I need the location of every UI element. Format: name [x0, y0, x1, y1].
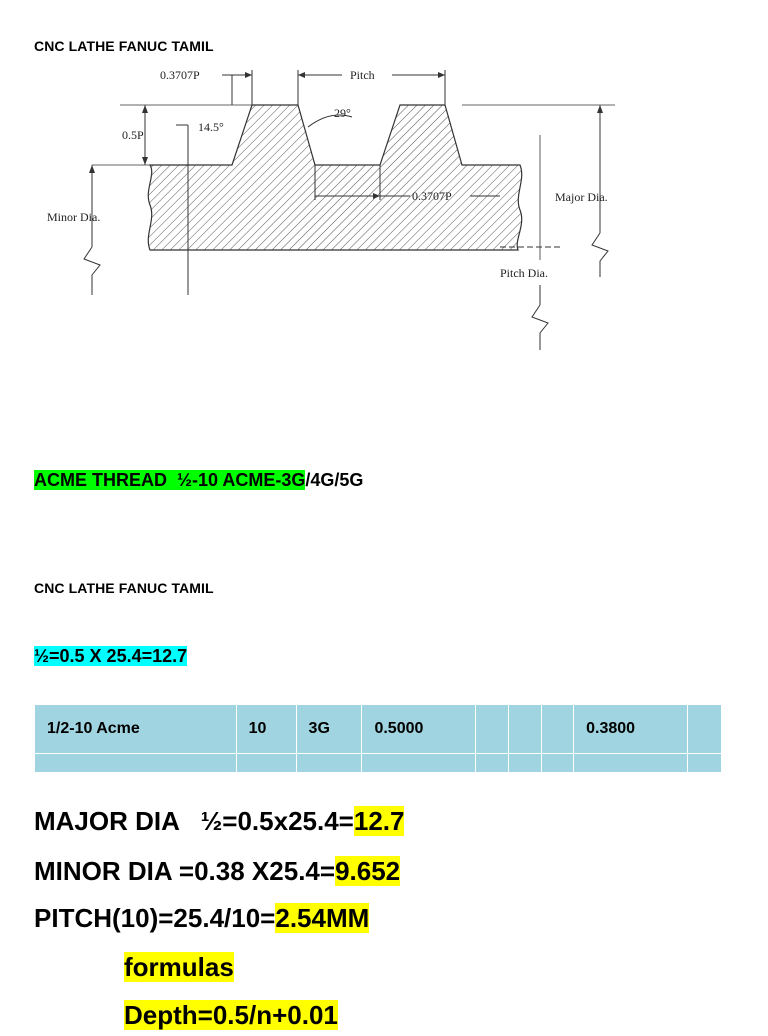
table-cell [476, 705, 509, 754]
minor-dia-formula: MINOR DIA =0.38 X25.4= [34, 856, 336, 886]
table-cell: 0.3800 [574, 705, 688, 754]
conversion-highlight: ½=0.5 X 25.4=12.7 [34, 646, 188, 666]
acme-thread-suffix: /4G/5G [305, 470, 364, 490]
table-cell: 0.5000 [362, 705, 476, 754]
depth-formula: Depth=0.5/n+0.01 [124, 1000, 338, 1030]
acme-thread-highlight: ACME THREAD ½-10 ACME-3G [34, 470, 306, 490]
table-cell [35, 754, 237, 773]
label-top-0-3707p: 0.3707P [160, 68, 200, 82]
minor-dia-value: 9.652 [335, 856, 401, 886]
acme-spec-table [34, 704, 722, 773]
label-pitch-dia: Pitch Dia. [500, 266, 548, 280]
table-cell [509, 754, 542, 773]
major-dia-line [34, 800, 404, 842]
label-angle-29: 29° [334, 106, 351, 120]
label-angle-14-5: 14.5° [198, 120, 224, 134]
major-dia-value: 12.7 [353, 806, 405, 836]
table-cell [542, 754, 574, 773]
depth-line [124, 994, 338, 1036]
label-bottom-0-3707p: 0.3707P [412, 189, 452, 203]
label-major-dia: Major Dia. [555, 190, 608, 204]
pitch-line [34, 897, 369, 939]
label-0-5p: 0.5P [122, 128, 144, 142]
minor-dia-line [34, 850, 400, 892]
table-cell [296, 754, 362, 773]
table-cell: 10 [236, 705, 296, 754]
formulas-label: formulas [124, 952, 234, 982]
conversion-line [34, 646, 187, 667]
document-header-second: CNC LATHE FANUC TAMIL [34, 580, 214, 596]
pitch-value: 2.54MM [275, 903, 370, 933]
acme-thread-diagram [0, 55, 768, 365]
label-minor-dia: Minor Dia. [47, 210, 101, 224]
pitch-formula: PITCH(10)=25.4/10= [34, 903, 276, 933]
table-cell [687, 705, 721, 754]
table-cell [362, 754, 476, 773]
table-cell [687, 754, 721, 773]
document-header: CNC LATHE FANUC TAMIL [34, 38, 214, 54]
table-row [35, 754, 722, 773]
table-cell [542, 705, 574, 754]
table-cell: 3G [296, 705, 362, 754]
table-cell [236, 754, 296, 773]
table-cell [574, 754, 688, 773]
label-pitch: Pitch [350, 68, 375, 82]
table-cell: 1/2-10 Acme [35, 705, 237, 754]
formulas-line [124, 946, 234, 988]
acme-thread-heading [34, 470, 363, 491]
table-cell [509, 705, 542, 754]
major-dia-formula: MAJOR DIA ½=0.5x25.4= [34, 806, 354, 836]
table-cell [476, 754, 509, 773]
table-row [35, 705, 722, 754]
